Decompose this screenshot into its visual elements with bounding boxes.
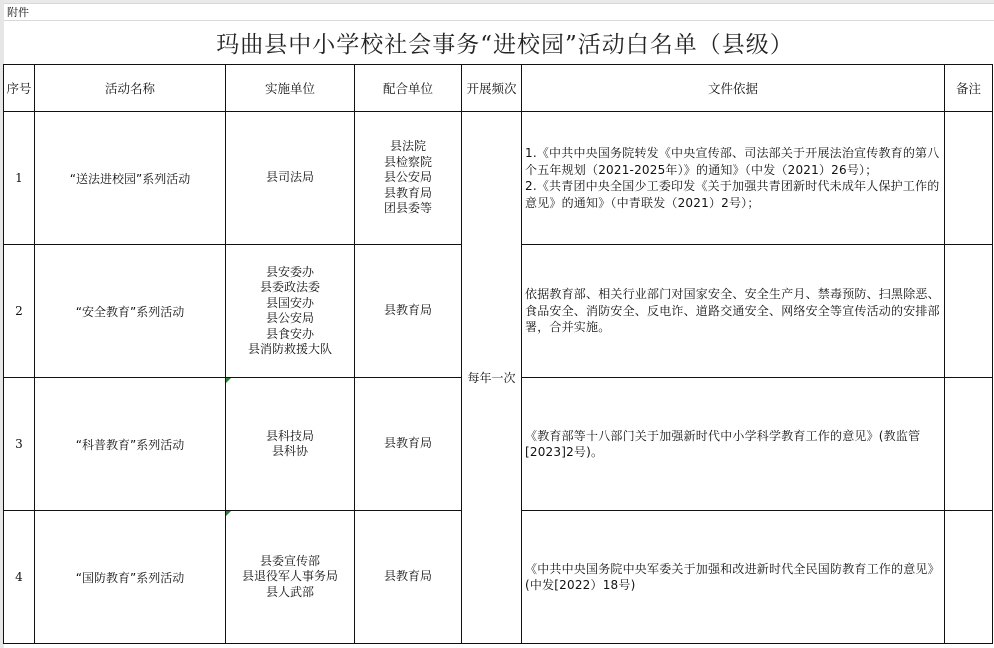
- cooperator-unit: 县教育局: [383, 303, 432, 318]
- implementer-unit: 县委宣传部: [259, 553, 320, 568]
- header-seq[interactable]: 序号: [4, 65, 35, 112]
- implementer-unit: 县人武部: [265, 584, 314, 599]
- cell-activity[interactable]: “科普教育”系列活动: [35, 378, 226, 511]
- implementer-unit: 县委政法委: [259, 280, 320, 294]
- basis-item: 1.《中共中央国务院转发《中央宣传部、司法部关于开展法治宣传教育的第八个五年规划（2021-2025年）》的通知》（中发（2021）26号）；: [525, 146, 940, 177]
- header-row: [4, 65, 993, 112]
- implementer-unit: 县食安办: [265, 326, 314, 341]
- cell-implementer[interactable]: [226, 112, 355, 245]
- cell-implementer[interactable]: [226, 378, 355, 511]
- header-activity[interactable]: 活动名称: [35, 65, 226, 112]
- cell-cooperator[interactable]: [355, 511, 462, 644]
- cell-activity[interactable]: “国防教育”系列活动: [35, 511, 226, 644]
- basis-item: 《教育部等十八部门关于加强新时代中小学科学教育工作的意见》(教监管[2023]2号)。: [525, 428, 921, 459]
- header-implementer[interactable]: 实施单位: [226, 65, 355, 112]
- header-basis[interactable]: 文件依据: [522, 65, 945, 112]
- cooperator-unit: 县教育局: [383, 436, 432, 451]
- header-frequency[interactable]: 开展频次: [462, 65, 522, 112]
- cooperator-unit: 县公安局: [383, 170, 432, 185]
- cell-seq[interactable]: 1: [4, 112, 35, 245]
- cell-implementer[interactable]: [226, 511, 355, 644]
- cell-seq[interactable]: 2: [4, 245, 35, 378]
- implementer-unit: 县科协: [271, 444, 308, 458]
- implementer-unit: 县司法局: [265, 170, 314, 185]
- basis-item: 2.《共青团中央全国少工委印发《关于加强共青团新时代未成年人保护工作的意见》的通知》（中青联发（2021）2号）；: [525, 179, 940, 210]
- cell-frequency-merged[interactable]: 每年一次: [462, 112, 522, 644]
- cell-activity[interactable]: “送法进校园”系列活动: [35, 112, 226, 245]
- cell-seq[interactable]: 3: [4, 378, 35, 511]
- header-remarks[interactable]: 备注: [945, 65, 993, 112]
- cooperator-unit: 县教育局: [383, 569, 432, 584]
- comment-marker-icon[interactable]: [226, 511, 231, 516]
- cooperator-unit: 县法院: [389, 139, 426, 154]
- cell-remarks[interactable]: [945, 378, 993, 511]
- attachment-label[interactable]: 附件: [4, 4, 994, 21]
- comment-marker-icon[interactable]: [226, 378, 231, 383]
- cell-basis[interactable]: [522, 245, 945, 378]
- whitelist-table: [3, 64, 993, 644]
- cooperator-unit: 县教育局: [383, 185, 432, 200]
- cell-implementer[interactable]: [226, 245, 355, 378]
- cell-cooperator[interactable]: [355, 112, 462, 245]
- cell-remarks[interactable]: [945, 511, 993, 644]
- implementer-unit: 县退役军人事务局: [241, 569, 338, 584]
- cell-remarks[interactable]: [945, 245, 993, 378]
- cooperator-unit: 团县委等: [383, 201, 432, 216]
- header-cooperator[interactable]: 配合单位: [355, 65, 462, 112]
- cell-basis[interactable]: [522, 112, 945, 245]
- cell-basis[interactable]: [522, 378, 945, 511]
- cell-remarks[interactable]: [945, 112, 993, 245]
- page-title[interactable]: 玛曲县中小学校社会事务“进校园”活动白名单（县级）: [216, 32, 794, 58]
- basis-item: 依据教育部、相关行业部门对国家安全、安全生产月、禁毒预防、扫黑除恶、食品安全、消防安全、反电诈、道路交通安全、网络安全等宣传活动的安排部署，合并实施。: [525, 287, 940, 335]
- cell-cooperator[interactable]: [355, 378, 462, 511]
- cell-cooperator[interactable]: [355, 245, 462, 378]
- implementer-unit: 县科技局: [265, 428, 314, 443]
- cell-activity[interactable]: “安全教育”系列活动: [35, 245, 226, 378]
- cooperator-unit: 县检察院: [383, 154, 432, 169]
- cell-seq[interactable]: 4: [4, 511, 35, 644]
- cell-basis[interactable]: [522, 511, 945, 644]
- implementer-unit: 县安委办: [265, 264, 314, 279]
- implementer-unit: 县公安局: [265, 311, 314, 325]
- table-row: [4, 112, 993, 245]
- implementer-unit: 县消防救援大队: [247, 342, 332, 356]
- basis-item: 《中共中央国务院中央军委关于加强和改进新时代全民国防教育工作的意见》(中发[2022）18号): [525, 561, 940, 592]
- implementer-unit: 县国安办: [265, 295, 314, 310]
